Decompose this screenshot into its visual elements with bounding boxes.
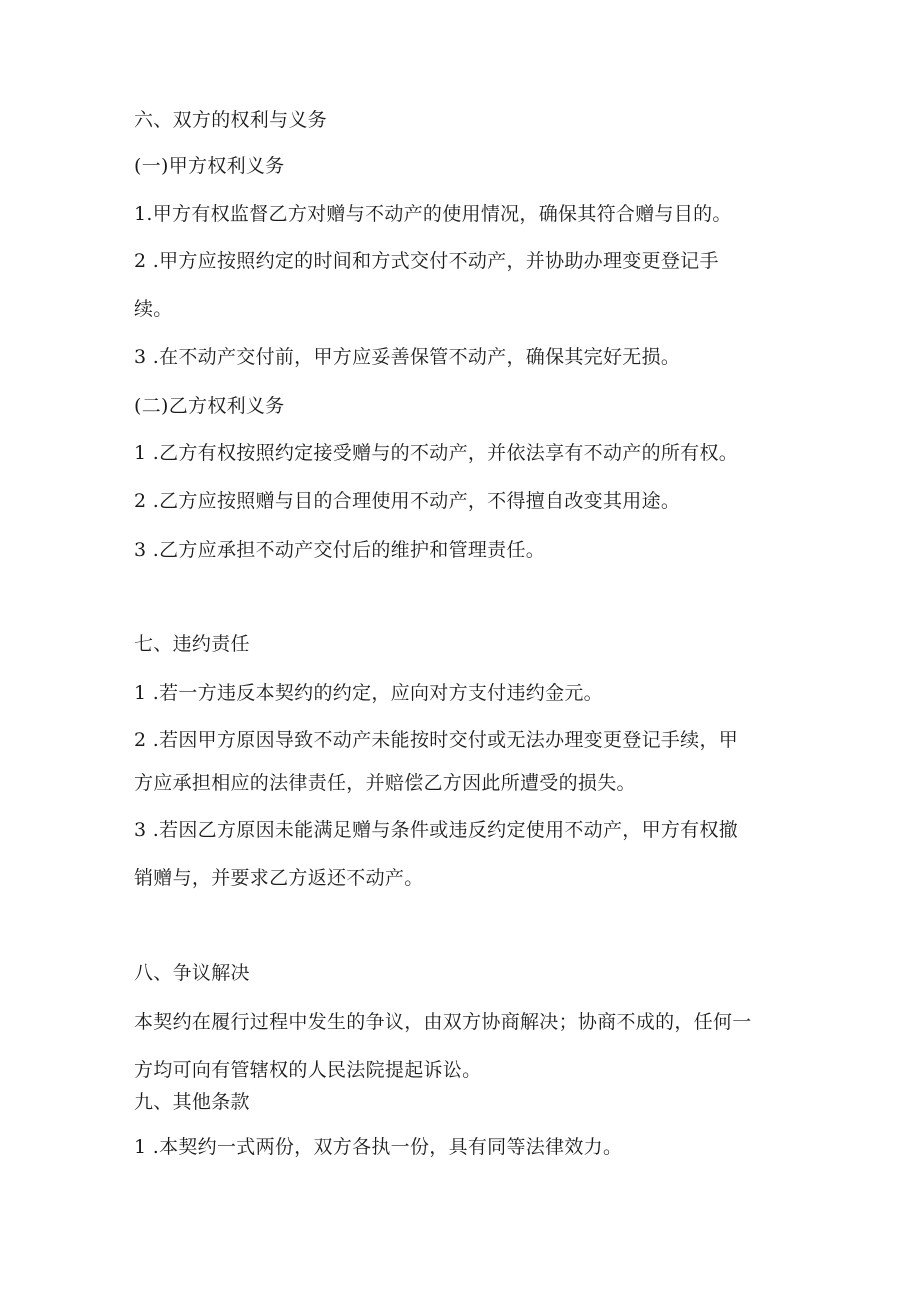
party-a-item-3: 3 .在不动产交付前，甲方应妥善保管不动产，确保其完好无损。 <box>134 346 681 368</box>
section-8-heading: 八、争议解决 <box>134 962 250 984</box>
breach-item-3-line-1: 3 .若因乙方原因未能满足赠与条件或违反约定使用不动产，甲方有权撤 <box>134 819 739 841</box>
party-a-item-1: 1.甲方有权监督乙方对赠与不动产的使用情况，确保其符合赠与目的。 <box>134 203 732 225</box>
breach-item-2-line-1: 2 .若因甲方原因导致不动产未能按时交付或无法办理变更登记手续，甲 <box>134 729 739 751</box>
party-b-item-1: 1 .乙方有权按照约定接受赠与的不动产，并依法享有不动产的所有权。 <box>134 442 739 464</box>
section-7-heading: 七、违约责任 <box>134 633 250 655</box>
other-terms-item-1: 1 .本契约一式两份，双方各执一份，具有同等法律效力。 <box>134 1136 623 1158</box>
section-6-heading: 六、双方的权利与义务 <box>134 109 328 131</box>
breach-item-1: 1 .若一方违反本契约的约定，应向对方支付违约金元。 <box>134 682 603 704</box>
party-a-heading: (一)甲方权利义务 <box>134 155 285 177</box>
party-b-item-3: 3 .乙方应承担不动产交付后的维护和管理责任。 <box>134 539 546 561</box>
party-b-item-2: 2 .乙方应按照赠与目的合理使用不动产，不得擅自改变其用途。 <box>134 490 681 512</box>
party-a-item-2-line-2: 续。 <box>134 298 173 320</box>
breach-item-2-line-2: 方应承担相应的法律责任，并赔偿乙方因此所遭受的损失。 <box>134 772 636 794</box>
dispute-paragraph-line-2: 方均可向有管辖权的人民法院提起诉讼。 <box>134 1059 482 1081</box>
dispute-paragraph-line-1: 本契约在履行过程中发生的争议，由双方协商解决；协商不成的，任何一 <box>134 1011 752 1033</box>
party-a-item-2-line-1: 2 .甲方应按照约定的时间和方式交付不动产，并协助办理变更登记手 <box>134 250 719 272</box>
party-b-heading: (二)乙方权利义务 <box>134 395 285 417</box>
section-9-heading: 九、其他条款 <box>134 1091 250 1113</box>
breach-item-3-line-2: 销赠与，并要求乙方返还不动产。 <box>134 867 424 889</box>
